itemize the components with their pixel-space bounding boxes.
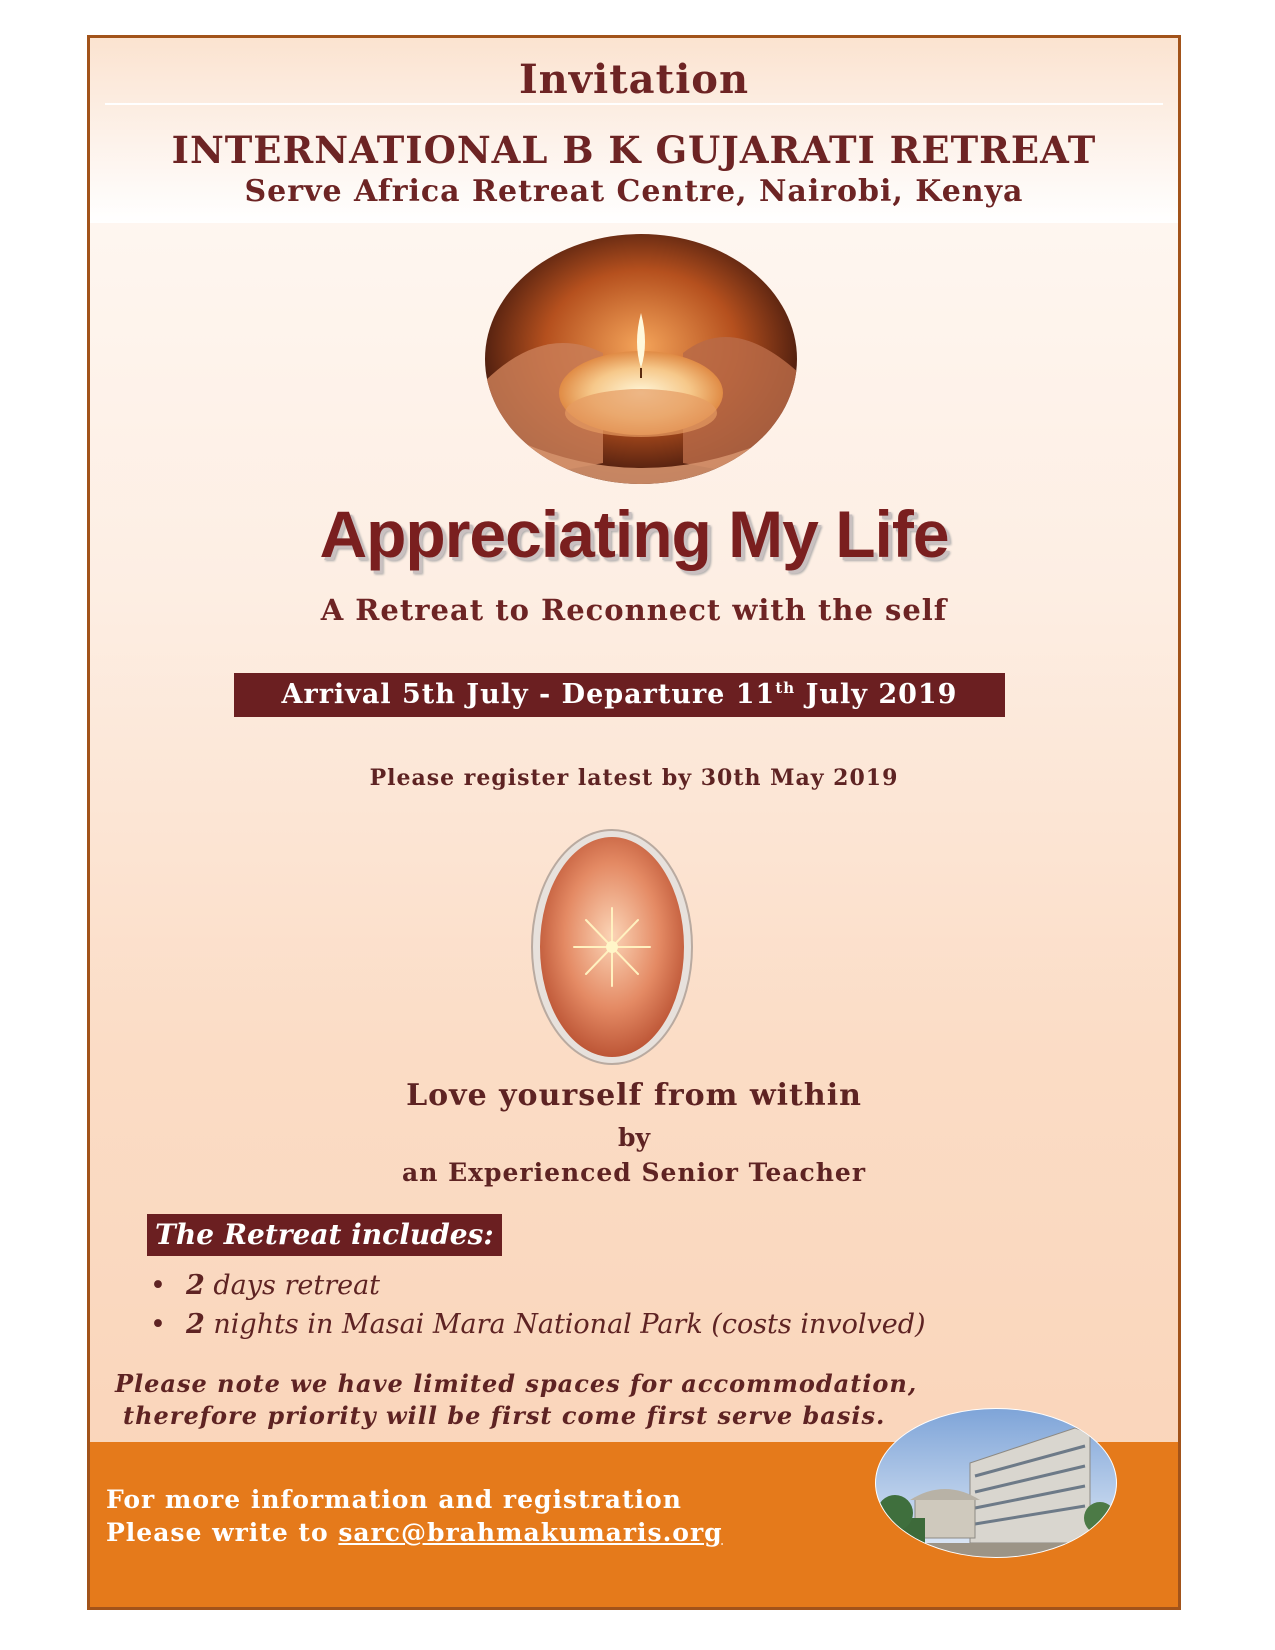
soul-star-oval-image bbox=[530, 828, 694, 1066]
contact-email-link[interactable]: sarc@brahmakumaris.org bbox=[338, 1518, 723, 1547]
invitation-flyer bbox=[87, 35, 1181, 1610]
retreat-theme-title: Appreciating My Life bbox=[319, 497, 949, 571]
list-item: • 2 days retreat bbox=[150, 1266, 926, 1305]
retreat-dates: Arrival 5th July - Departure 11th July 2019 bbox=[234, 673, 1005, 717]
invitation-title: Invitation bbox=[518, 56, 750, 103]
candle-in-hands-image bbox=[483, 233, 799, 485]
session-teacher: an Experienced Senior Teacher bbox=[402, 1158, 866, 1187]
event-venue: Serve Africa Retreat Centre, Nairobi, Kenya bbox=[244, 174, 1024, 209]
list-item: • 2 nights in Masai Mara National Park (costs involved) bbox=[150, 1305, 926, 1344]
registration-deadline: Please register latest by 30th May 2019 bbox=[369, 765, 899, 791]
contact-info: For more information and registration Please write to sarc@brahmakumaris.org bbox=[106, 1485, 723, 1547]
header-divider bbox=[105, 103, 1163, 105]
retreat-theme-subtitle: A Retreat to Reconnect with the self bbox=[320, 593, 948, 627]
includes-heading: The Retreat includes: bbox=[147, 1214, 502, 1256]
session-by: by bbox=[617, 1123, 650, 1152]
retreat-centre-building-image bbox=[875, 1408, 1118, 1558]
includes-list bbox=[150, 1266, 926, 1344]
bullet-icon: • bbox=[150, 1270, 166, 1301]
event-name: INTERNATIONAL B K GUJARATI RETREAT bbox=[171, 128, 1097, 172]
bullet-icon: • bbox=[150, 1309, 166, 1340]
session-title: Love yourself from within bbox=[406, 1078, 862, 1113]
accommodation-note: Please note we have limited spaces for accommodation, therefore priority will be first come first serve basis. bbox=[115, 1369, 918, 1430]
